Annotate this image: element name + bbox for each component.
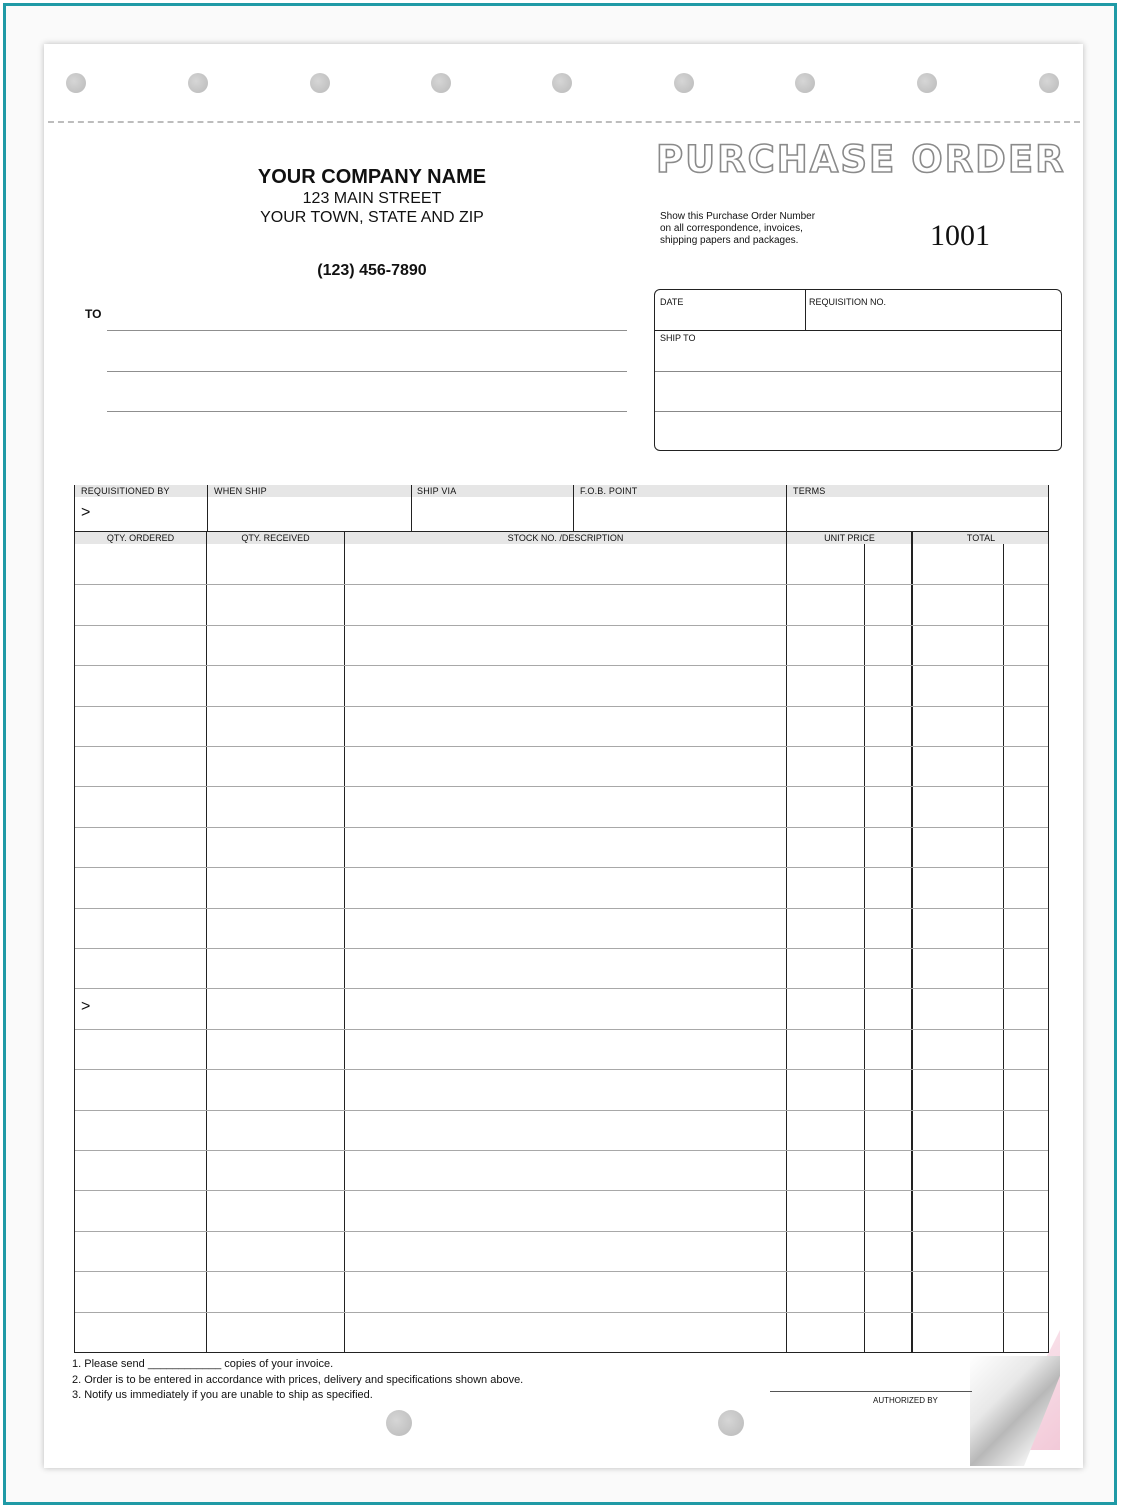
row-line [75,1110,1048,1111]
row-line [75,1271,1048,1272]
table-border [1048,485,1049,1353]
date-label: DATE [660,297,684,307]
punch-hole [674,73,694,93]
company-phone: (123) 456-7890 [317,262,427,279]
table-divider [206,532,207,1352]
punch-hole [718,1410,744,1436]
table-divider [207,485,208,531]
punch-hole [386,1410,412,1436]
row-line [75,625,1048,626]
punch-hole [66,73,86,93]
arrow-marker: > [81,504,91,521]
company-name: YOUR COMPANY NAME [257,166,487,188]
note-line: on all correspondence, invoices, [660,223,803,234]
table-divider [344,532,345,1352]
divider [655,371,1061,372]
note-item: 1. Please send ____________ copies of your invoice. [72,1358,334,1370]
info-header: TERMS [793,486,826,496]
row-line [75,1150,1048,1151]
company-city: YOUR TOWN, STATE AND ZIP [260,209,484,226]
note-item: 3. Notify us immediately if you are unable to ship as specified. [72,1389,373,1401]
punch-hole [1039,73,1059,93]
to-line[interactable] [107,330,627,331]
terms-notes [72,1357,523,1404]
perforation-line [48,121,1080,123]
info-header: F.O.B. POINT [580,486,638,496]
arrow-marker: > [81,998,91,1015]
company-street: 123 MAIN STREET [302,190,442,207]
row-line [75,1231,1048,1232]
authorized-by-label: AUTHORIZED BY [873,1396,938,1405]
row-line [75,948,1048,949]
item-header: STOCK NO. /DESCRIPTION [507,533,624,543]
row-line [75,867,1048,868]
po-number-note [660,211,860,247]
table-divider [786,485,787,531]
to-label: TO [85,307,102,321]
table-border [74,485,75,1353]
note-item: 2. Order is to be entered in accordance with prices, delivery and specifications shown above. [72,1373,524,1386]
divider [805,290,806,330]
document-title: PURCHASE ORDER [656,138,1066,181]
punch-hole [552,73,572,93]
item-header: UNIT PRICE [824,533,875,543]
ship-to-label: SHIP TO [660,333,696,343]
punch-hole [188,73,208,93]
row-line [75,1312,1048,1313]
punch-hole [917,73,937,93]
requisition-label: REQUISITION NO. [809,297,887,307]
punch-hole [310,73,330,93]
row-line [75,706,1048,707]
row-line [75,908,1048,909]
note-line: shipping papers and packages. [660,235,799,246]
row-line [75,1190,1048,1191]
table-border [74,1352,1049,1353]
punch-hole [795,73,815,93]
table-divider [911,532,913,1352]
row-line [75,1069,1048,1070]
divider [655,411,1061,412]
item-header: QTY. RECEIVED [241,533,310,543]
row-line [75,1029,1048,1030]
item-header: TOTAL [966,533,996,543]
po-number: 1001 [930,219,990,252]
row-line [75,665,1048,666]
row-line [75,584,1048,585]
info-header: WHEN SHIP [214,486,267,496]
table-divider [411,485,412,531]
signature-line[interactable] [770,1391,972,1392]
row-line [75,827,1048,828]
row-line [75,988,1048,989]
row-line [75,786,1048,787]
punch-hole [431,73,451,93]
ship-info-box [654,289,1062,451]
info-header: REQUISITIONED BY [81,486,170,496]
divider [655,330,1061,331]
info-header: SHIP VIA [417,486,457,496]
order-table [74,485,1049,1353]
item-header: QTY. ORDERED [106,533,175,543]
to-line[interactable] [107,411,627,412]
table-divider [786,532,787,1352]
row-line [75,746,1048,747]
table-divider [74,531,1049,532]
note-line: Show this Purchase Order Number [660,211,816,222]
table-divider [573,485,574,531]
to-line[interactable] [107,371,627,372]
